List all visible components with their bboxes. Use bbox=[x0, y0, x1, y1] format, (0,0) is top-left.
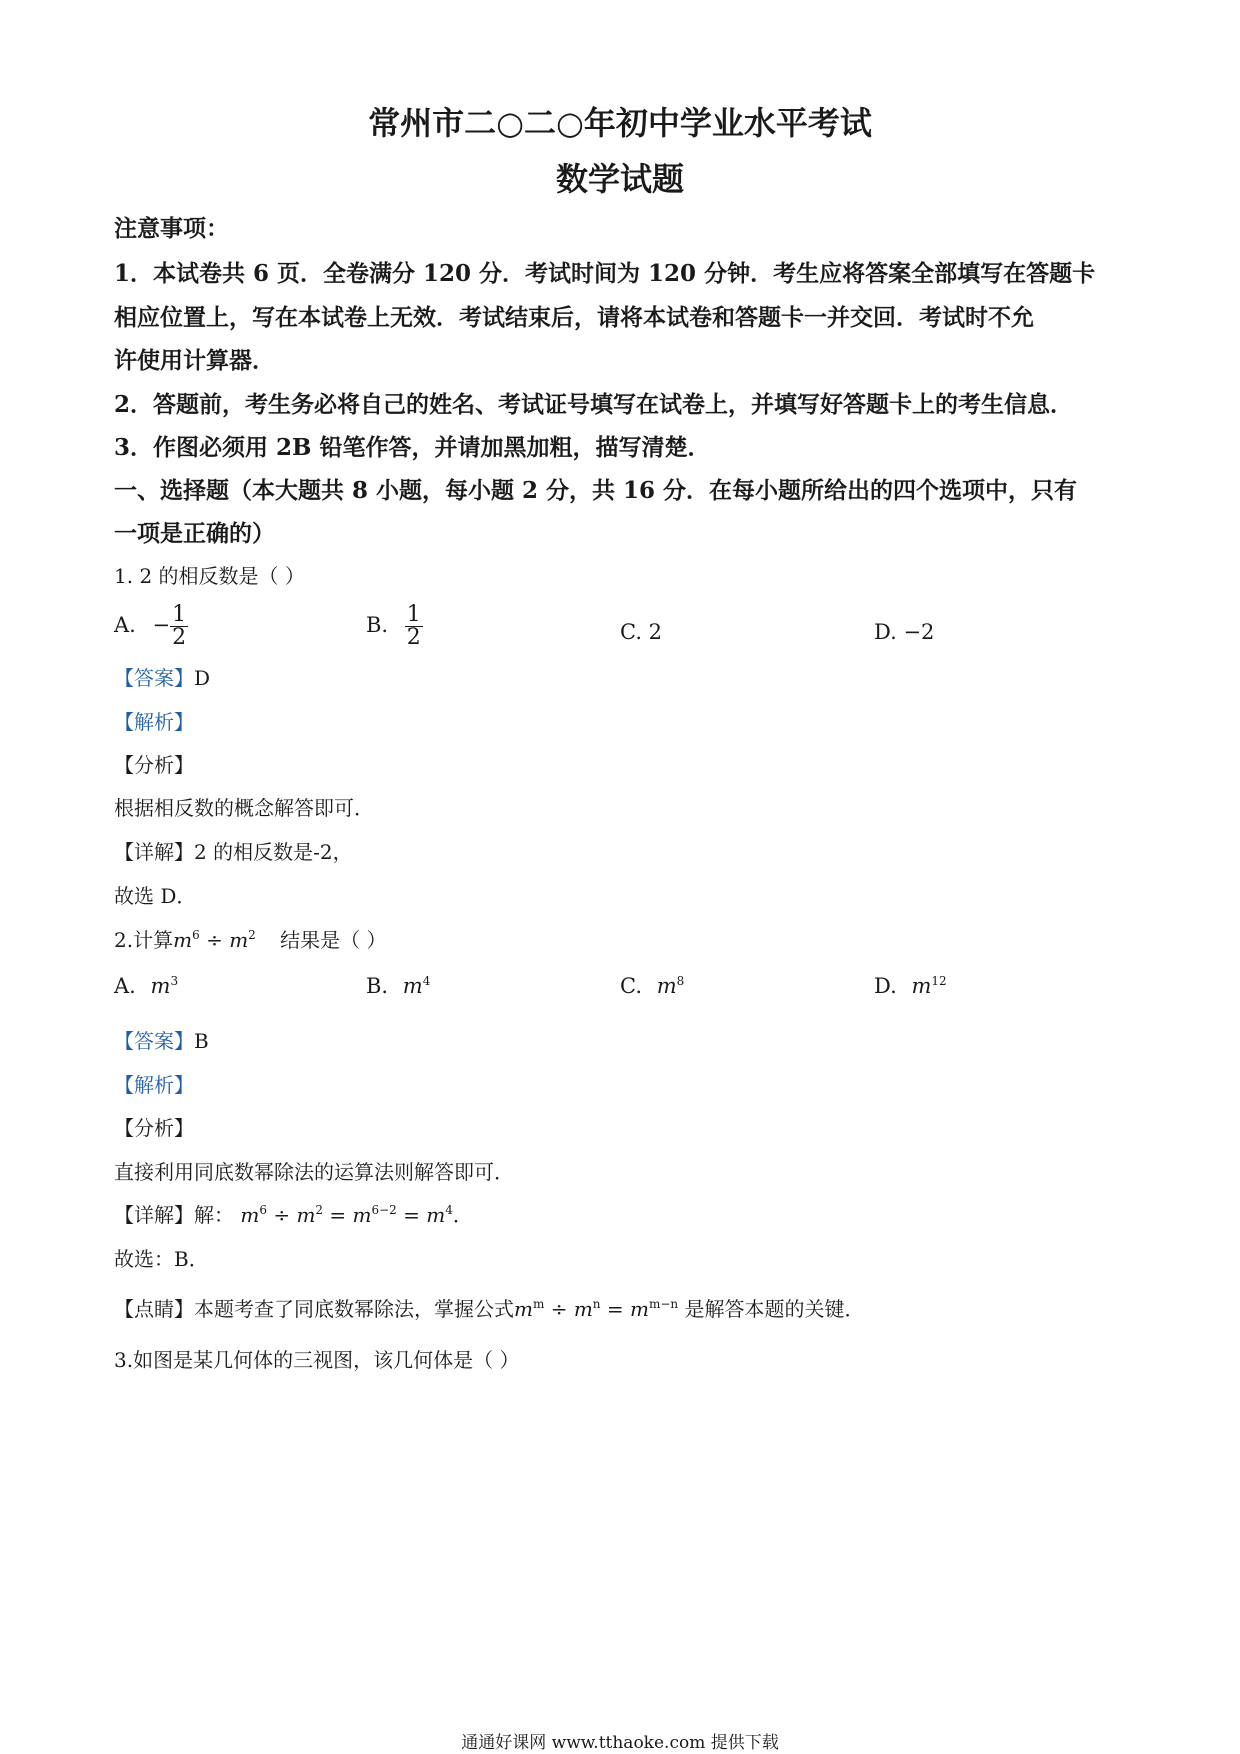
notice-item-1-line-3: 许使用计算器． bbox=[114, 347, 275, 374]
q2-answer bbox=[114, 1025, 209, 1054]
q2-option-a-exp: 3 bbox=[170, 974, 179, 988]
footer-source: 通通好课网 www.tthaoke.com 提供下载 bbox=[461, 1733, 779, 1753]
q2-option-c bbox=[620, 974, 684, 998]
q1-option-a-sign: − bbox=[152, 613, 171, 637]
q2-detail-expr-2: ÷ m bbox=[266, 1203, 316, 1227]
q1-stem: 1. 2 的相反数是（ ） bbox=[114, 564, 305, 588]
q2-detail-label: 【详解】 bbox=[114, 1203, 194, 1227]
q2-option-a bbox=[114, 974, 178, 998]
q2-choose: 故选：B． bbox=[114, 1247, 209, 1271]
q2-stem-suffix: 结果是（ ） bbox=[280, 928, 387, 952]
notice-item-3: 3．作图必须用 2B 铅笔作答，并请加黑加粗，描写清楚． bbox=[114, 434, 711, 461]
q2-detail-exp-3: 6−2 bbox=[371, 1203, 397, 1217]
notice-item-1-line-2: 相应位置上，写在本试卷上无效．考试结束后，请将本试卷和答题卡一并交回．考试时不允 bbox=[114, 304, 1034, 331]
q2-answer-value: B bbox=[194, 1029, 209, 1053]
q1-option-b-fraction bbox=[405, 604, 423, 649]
q1-answer-label: 【答案】 bbox=[114, 666, 194, 690]
q2-option-c-exp: 8 bbox=[676, 974, 685, 988]
q2-detail-exp-2: 2 bbox=[315, 1203, 324, 1217]
q2-option-b-exp: 4 bbox=[422, 974, 431, 988]
q2-answer-label: 【答案】 bbox=[114, 1029, 194, 1053]
q1-choose: 故选 D． bbox=[114, 884, 197, 908]
q2-detail-exp-4: 4 bbox=[445, 1203, 453, 1217]
q2-formula-exp-3: m−n bbox=[648, 1297, 679, 1311]
q1-option-b-numerator: 1 bbox=[406, 602, 421, 627]
q1-option-a bbox=[114, 604, 188, 649]
q1-option-a-fraction bbox=[170, 604, 188, 649]
q3-stem: 3.如图是某几何体的三视图，该几何体是（ ） bbox=[114, 1348, 520, 1372]
notice-item-1-line-1: 1．本试卷共 6 页．全卷满分 120 分．考试时间为 120 分钟．考生应将答案全部填写在答题卡 bbox=[114, 260, 1096, 287]
notice-heading: 注意事项： bbox=[114, 215, 229, 242]
q1-option-b-label: B. bbox=[366, 613, 389, 637]
q2-detail-prefix: 解： bbox=[194, 1203, 234, 1227]
q2-option-c-base: m bbox=[656, 974, 677, 998]
q2-dianjing-suffix: 是解答本题的关键． bbox=[684, 1297, 865, 1321]
q2-fenxi-label: 【分析】 bbox=[114, 1116, 194, 1140]
q1-option-b-denominator: 2 bbox=[406, 625, 421, 650]
q2-option-a-base: m bbox=[150, 974, 171, 998]
q2-option-b-base: m bbox=[402, 974, 423, 998]
q1-option-a-numerator: 1 bbox=[172, 602, 187, 627]
q2-option-d-exp: 12 bbox=[931, 974, 947, 988]
q2-option-b bbox=[366, 974, 430, 998]
q2-formula-exp-2: n bbox=[592, 1297, 601, 1311]
q2-detail-end: ． bbox=[452, 1203, 473, 1227]
q2-formula-2: ÷ m bbox=[544, 1297, 593, 1321]
q2-analysis-label: 【解析】 bbox=[114, 1073, 194, 1097]
q2-detail-exp-1: 6 bbox=[259, 1203, 267, 1217]
q2-option-c-label: C. bbox=[620, 974, 642, 998]
q2-detail-expr-4: = m bbox=[396, 1203, 446, 1227]
q1-detail bbox=[114, 836, 353, 865]
q1-option-a-label: A. bbox=[114, 613, 136, 637]
q2-dianjing-prefix: 本题考查了同底数幂除法，掌握公式 bbox=[194, 1297, 514, 1321]
q2-dianjing bbox=[114, 1293, 865, 1322]
q1-option-b bbox=[366, 604, 423, 649]
q2-detail-expr-3: = m bbox=[323, 1203, 372, 1227]
q2-option-d-label: D. bbox=[874, 974, 897, 998]
q1-fenxi-label: 【分析】 bbox=[114, 753, 194, 777]
exam-title: 常州市二○二○年初中学业水平考试 bbox=[368, 104, 872, 142]
q1-analysis-label: 【解析】 bbox=[114, 710, 194, 734]
q2-stem-exp-2: 2 bbox=[248, 928, 256, 942]
q2-formula-3: = m bbox=[600, 1297, 649, 1321]
q2-stem-prefix: 2.计算 bbox=[114, 928, 174, 952]
exam-subtitle: 数学试题 bbox=[555, 160, 684, 198]
q2-formula-1: m bbox=[514, 1297, 533, 1321]
q2-stem bbox=[114, 924, 387, 953]
q2-detail-expr-1: m bbox=[240, 1203, 260, 1227]
q2-stem-base-1: m bbox=[173, 928, 193, 952]
q1-answer-value: D bbox=[194, 666, 211, 690]
q2-option-d-base: m bbox=[911, 974, 932, 998]
q1-option-d-text: D. −2 bbox=[874, 620, 935, 644]
section-heading-line-1: 一、选择题（本大题共 8 小题，每小题 2 分，共 16 分．在每小题所给出的四个选项中，只有 bbox=[114, 477, 1078, 504]
q1-detail-text: 2 的相反数是-2， bbox=[194, 840, 353, 864]
q2-stem-exp-1: 6 bbox=[192, 928, 200, 942]
q2-formula-exp-1: m bbox=[532, 1297, 545, 1311]
q2-option-a-label: A. bbox=[114, 974, 136, 998]
q2-fenxi: 直接利用同底数幂除法的运算法则解答即可． bbox=[114, 1160, 514, 1184]
q2-option-b-label: B. bbox=[366, 974, 389, 998]
q1-option-c-text: C. 2 bbox=[620, 620, 663, 644]
q1-answer bbox=[114, 662, 210, 691]
q2-dianjing-label: 【点睛】 bbox=[114, 1297, 194, 1321]
q1-fenxi: 根据相反数的概念解答即可． bbox=[114, 796, 374, 820]
q2-stem-base-2: m bbox=[229, 928, 249, 952]
q1-detail-label: 【详解】 bbox=[114, 840, 194, 864]
q2-detail bbox=[114, 1199, 473, 1228]
q2-stem-op: ÷ bbox=[206, 928, 223, 952]
section-heading-line-2: 一项是正确的） bbox=[114, 520, 275, 547]
notice-item-2: 2．答题前，考生务必将自己的姓名、考试证号填写在试卷上，并填写好答题卡上的考生信息． bbox=[114, 391, 1074, 418]
q2-option-d bbox=[874, 974, 947, 998]
q1-option-a-denominator: 2 bbox=[172, 625, 187, 650]
